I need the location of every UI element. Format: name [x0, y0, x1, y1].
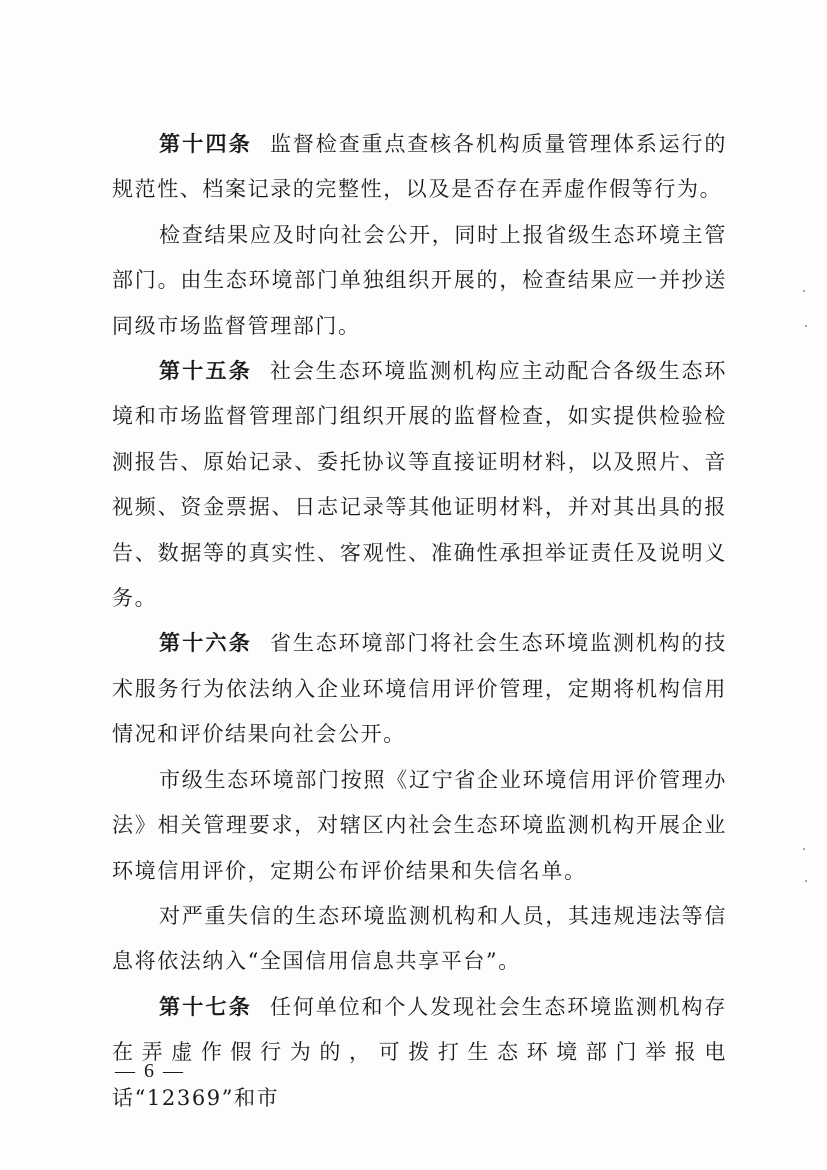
dishonesty-text: 对严重失信的生态环境监测机构和人员，其违规违法等信息将依法纳入“全国信用信息共享平台”。 [112, 903, 727, 974]
article-14-paragraph [112, 122, 727, 213]
article-17-text: 任何单位和个人发现社会生态环境监测机构存在弄虚作假行为的，可拨打生态环境部门举报电话“12369”和市 [112, 994, 728, 1110]
document-body [112, 122, 727, 1121]
inspection-results-paragraph [112, 213, 727, 349]
article-14-text: 监督检查重点查核各机构质量管理体系运行的规范性、档案记录的完整性，以及是否存在弄虚作假等行为。 [112, 132, 728, 202]
article-16-label: 第十六条 [159, 631, 253, 656]
article-15-text: 社会生态环境监测机构应主动配合各级生态环境和市场监督管理部门组织开展的监督检查，如实提供检验检测报告、原始记录、委托协议等直接证明材料，以及照片、音视频、资金票据、日志记录等其他证明材料，并对其出具的报告、数据等的真实性、客观性、准确性承担举证责任及说明义务。 [112, 359, 728, 611]
inspection-results-text: 检查结果应及时向社会公开，同时上报省级生态环境主管部门。由生态环境部门单独组织开展的，检查结果应一并抄送同级市场监督管理部门。 [112, 222, 727, 338]
article-16-paragraph [112, 621, 727, 757]
credit-evaluation-paragraph [112, 758, 727, 894]
page-number: — 6 — [115, 1060, 185, 1082]
dishonesty-paragraph [112, 894, 727, 985]
scan-speck [803, 848, 805, 850]
scan-speck [805, 880, 807, 882]
article-15-label: 第十五条 [159, 359, 253, 384]
scan-speck [803, 290, 805, 292]
credit-evaluation-text: 市级生态环境部门按照《辽宁省企业环境信用评价管理办法》相关管理要求，对辖区内社会生态环境监测机构开展企业环境信用评价，定期公布评价结果和失信名单。 [112, 767, 727, 883]
article-17-paragraph [112, 985, 727, 1121]
article-17-label: 第十七条 [159, 994, 253, 1019]
article-16-text: 省生态环境部门将社会生态环境监测机构的技术服务行为依法纳入企业环境信用评价管理，定期将机构信用情况和评价结果向社会公开。 [112, 631, 728, 747]
article-14-label: 第十四条 [159, 132, 253, 156]
scan-speck [805, 325, 807, 327]
article-15-paragraph [112, 349, 727, 621]
